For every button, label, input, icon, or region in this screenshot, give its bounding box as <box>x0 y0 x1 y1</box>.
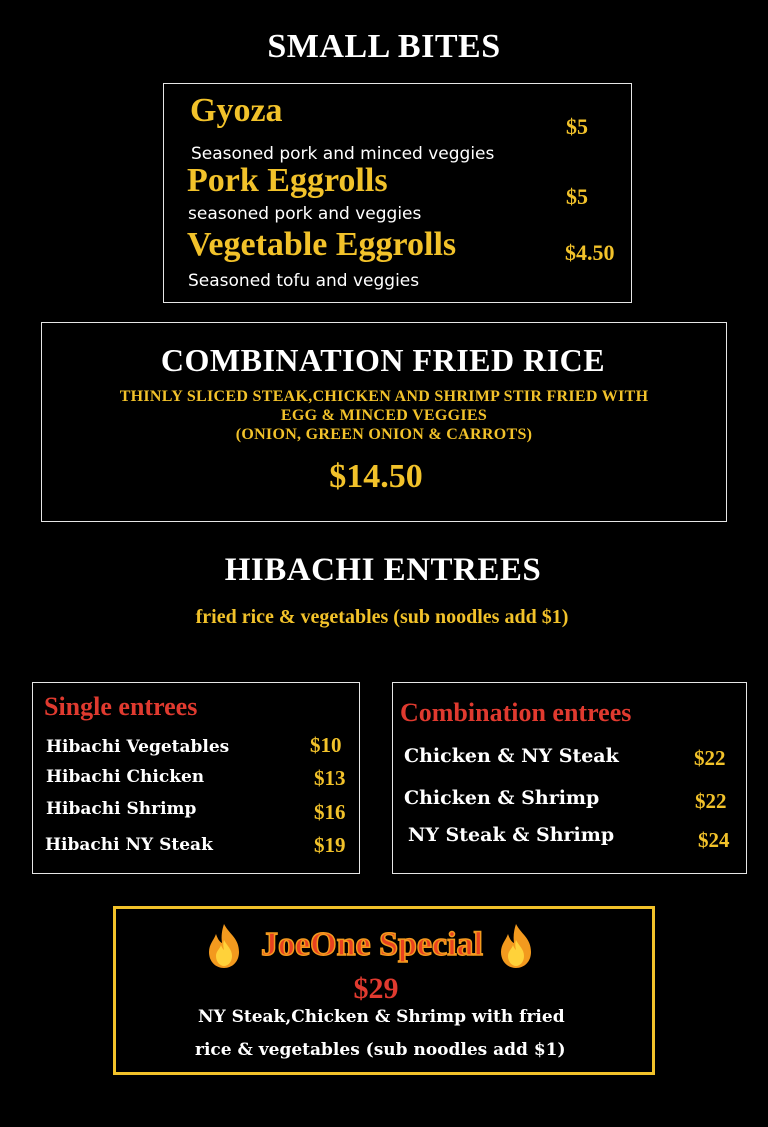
single-entrees-box <box>32 682 360 874</box>
hibachi-title: HIBACHI ENTREES <box>224 552 542 588</box>
pork-eggrolls-price: $5 <box>566 184 588 209</box>
gyoza-desc: Seasoned pork and minced veggies <box>191 144 495 164</box>
single-entree-name: Hibachi Vegetables <box>46 737 230 757</box>
combination-entree-price: $22 <box>694 746 726 770</box>
combination-entree-name: Chicken & Shrimp <box>404 787 600 809</box>
fire-icon <box>201 922 247 970</box>
single-entree-price: $16 <box>314 800 346 824</box>
special-price: $29 <box>353 972 399 1005</box>
single-entree-name: Hibachi Chicken <box>46 767 205 787</box>
single-entree-price: $13 <box>314 766 346 790</box>
single-entree-price: $10 <box>310 733 342 757</box>
special-desc-line-1: NY Steak,Chicken & Shrimp with fried <box>198 1007 565 1027</box>
fried-rice-desc-line-3: (ONION, GREEN ONION & CARROTS) <box>235 426 533 443</box>
combination-entree-price: $24 <box>698 828 730 852</box>
vegetable-eggrolls-price: $4.50 <box>565 240 615 265</box>
single-entree-name: Hibachi Shrimp <box>46 799 197 819</box>
special-desc-line-2: rice & vegetables (sub noodles add $1) <box>195 1040 566 1060</box>
gyoza-price: $5 <box>566 114 588 139</box>
single-entrees-title: Single entrees <box>44 692 198 721</box>
vegetable-eggrolls-desc: Seasoned tofu and veggies <box>188 271 420 291</box>
combination-entree-name: NY Steak & Shrimp <box>408 824 615 846</box>
gyoza-name: Gyoza <box>190 92 283 129</box>
fried-rice-price: $14.50 <box>329 458 423 495</box>
vegetable-eggrolls-name: Vegetable Eggrolls <box>187 226 457 263</box>
fried-rice-title: COMBINATION FRIED RICE <box>160 342 606 378</box>
special-title: JoeOne Special <box>261 926 483 963</box>
fried-rice-desc-line-2: EGG & MINCED VEGGIES <box>280 407 488 424</box>
single-entree-name: Hibachi NY Steak <box>45 835 213 855</box>
combination-entree-price: $22 <box>695 789 727 813</box>
hibachi-subtitle: fried rice & vegetables (sub noodles add $1) <box>195 606 569 628</box>
small-bites-box <box>163 83 632 303</box>
small-bites-title: SMALL BITES <box>267 28 501 65</box>
combination-entree-name: Chicken & NY Steak <box>404 745 619 767</box>
combination-entrees-box <box>392 682 747 874</box>
fried-rice-desc-line-1: THINLY SLICED STEAK,CHICKEN AND SHRIMP STIR FRIED WITH <box>119 388 649 405</box>
pork-eggrolls-desc: seasoned pork and veggies <box>188 204 422 224</box>
fire-icon <box>493 922 539 970</box>
combination-entrees-title: Combination entrees <box>400 698 632 727</box>
single-entree-price: $19 <box>314 833 346 857</box>
pork-eggrolls-name: Pork Eggrolls <box>187 162 388 199</box>
